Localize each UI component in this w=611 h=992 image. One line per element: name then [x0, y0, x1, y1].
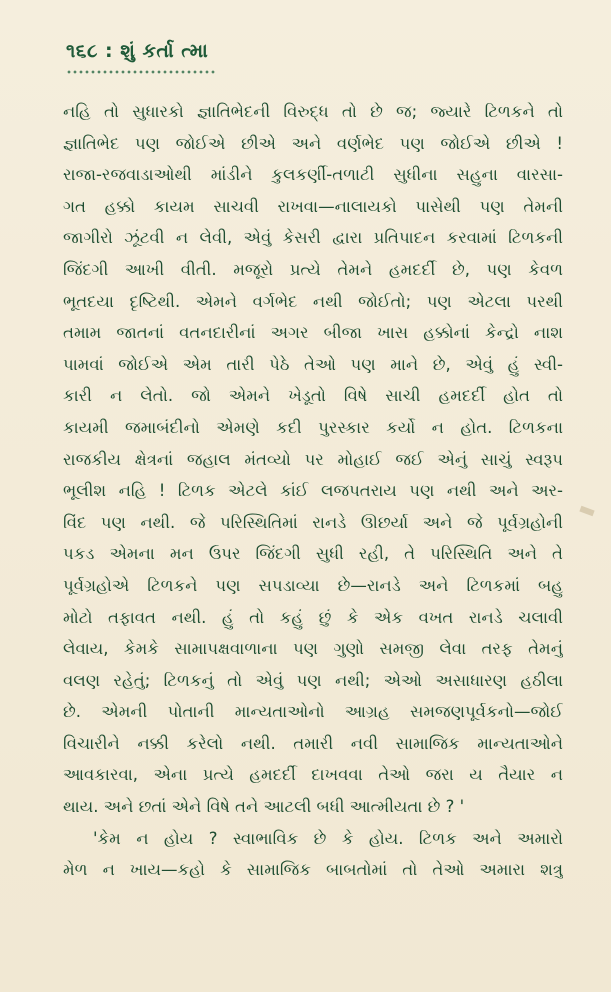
text-line: પકડ એમના મન ઉપર જિંદગી સુધી રહી, તે પરિસ્થિતિ અને તે — [63, 544, 563, 564]
text-line: મેળ ન ખાય—કહો કે સામાજિક બાબતોમાં તો તેઓ અમારા શત્રુ — [63, 860, 563, 880]
text-line: જ્ઞાતિભેદ પણ જોઈએ છીએ અને વર્ણભેદ પણ જોઈએ છીએ ! — [63, 133, 563, 153]
running-head: ૧૬૮ : શું કર્તા ત્મા — [66, 40, 209, 62]
text-line: વિંદ પણ નથી. જે પરિસ્થિતિમાં રાનડે ઊછર્યા અને જે પૂર્વગ્રહોની — [63, 512, 563, 532]
text-line: ભૂલીશ નહિ ! ટિળક એટલે કાંઈ લજપતરાય પણ નથી અને અર- — [63, 481, 563, 501]
text-line: નહિ તો સુધારકો જ્ઞાતિભેદની વિરુદ્ધ તો છે જ; જ્યારે ટિળકને તો — [63, 102, 563, 121]
text-line: લેવાય, કેમકે સામાપક્ષવાળાના પણ ગુણો સમજી લેવા તરફ તેમનું — [63, 639, 563, 659]
text-line: ગત હક્કો કાયમ સાચવી રાખવા—નાલાયકો પાસેથી પણ તેમની — [63, 196, 563, 216]
text-line: વિચારીને નક્કી કરેલો નથી. તમારી નવી સામાજિક માન્યતાઓને — [63, 733, 563, 753]
text-line: વલણ રહેતું; ટિળકનું તો એવું પણ નથી; એઓ અસાધારણ હઠીલા — [63, 670, 563, 690]
text-line: આવકારવા, એના પ્રત્યે હમદર્દી દાખવવા તેઓ જરા ય તૈયાર ન — [63, 765, 563, 785]
header-underline — [66, 70, 216, 74]
text-line: છે. એમની પોતાની માન્યતાઓનો આગ્રહ સમજણપૂર્વકનો—જોઈ — [63, 702, 563, 722]
text-line: કારી ન લેતો. જો એમને ખેડૂતો વિષે સાચી હમદર્દી હોત તો — [63, 386, 563, 406]
text-line: 'કેમ ન હોય ? સ્વાભાવિક છે કે હોય. ટિળક અને અમારો — [93, 828, 563, 848]
paragraph-2 — [63, 823, 563, 886]
text-line: તમામ જાતનાં વતનદારીનાં અગર બીજા ખાસ હક્કોનાં કેન્દ્રો નાશ — [63, 323, 563, 343]
text-line: કાયમી જમાબંદીનો એમણે કદી પુરસ્કાર કર્યો ન હોત. ટિળકના — [63, 417, 563, 437]
text-line: રાજા-રજવાડાઓથી માંડીને કુલકર્ણી-તળાટી સુધીના સહુના વારસા- — [63, 165, 563, 185]
paragraph-1 — [63, 96, 563, 823]
text-line: રાજકીય ક્ષેત્રનાં જહાલ મંતવ્યો પર મોહાઈ જઈ એનું સાચું સ્વરૂપ — [63, 449, 563, 469]
text-line: મોટો તફાવત નથી. હું તો કહું છું કે એક વખત રાનડે ચલાવી — [63, 607, 563, 627]
text-line: જાગીરો ઝૂંટવી ન લેવી, એવું કેસરી દ્વારા પ્રતિપાદન કરવામાં ટિળકની — [63, 228, 563, 248]
text-line: પૂર્વગ્રહોએ ટિળકને પણ સપડાવ્યા છે—રાનડે અને ટિળકમાં બહુ — [63, 575, 563, 595]
text-line: ભૂતદયા દૃષ્ટિથી. એમને વર્ગભેદ નથી જોઈતો; પણ એટલા પરથી — [63, 291, 563, 311]
body-text — [63, 96, 563, 886]
text-line: પામવાં જોઈએ એમ તારી પેઠે તેઓ પણ માને છે, એવું હું સ્વી- — [63, 354, 563, 374]
paper-blemish — [579, 506, 594, 516]
text-line: થાય. અને છતાં એને વિષે તને આટલી બધી આત્મીયતા છે ? ' — [63, 797, 465, 817]
text-line: જિંદગી આખી વીતી. મજૂરો પ્રત્યે તેમને હમદર્દી છે, પણ કેવળ — [63, 259, 563, 279]
